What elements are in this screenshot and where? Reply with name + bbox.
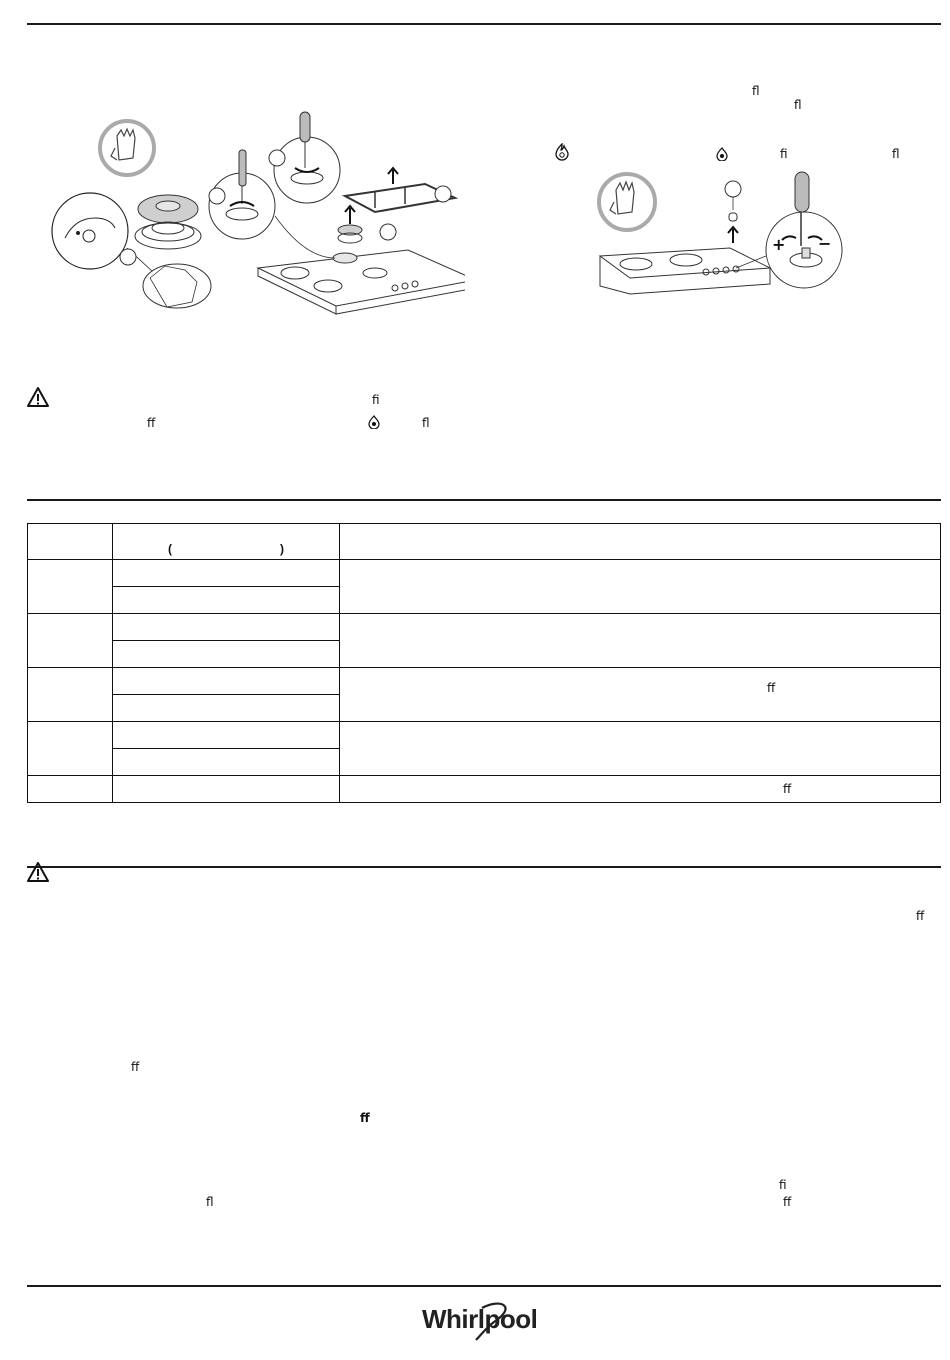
- table-cell: [28, 722, 113, 776]
- table-cell: [28, 668, 113, 722]
- gas-table: [27, 523, 941, 803]
- header-paren-open: (: [168, 542, 172, 556]
- table-row: [28, 722, 941, 749]
- plus-symbol: +: [772, 235, 786, 254]
- section-rule-2: [27, 499, 941, 501]
- fl-ligature-w4: ﬂ: [206, 1195, 214, 1209]
- small-flame-icon: [368, 415, 380, 429]
- table-cell: [113, 776, 340, 803]
- table-cell: [340, 722, 941, 776]
- table-cell: [340, 668, 941, 722]
- whirlpool-logo: [420, 1300, 550, 1342]
- header-cell-3: [340, 524, 941, 560]
- table-cell: [113, 641, 340, 668]
- table-row: [28, 776, 941, 803]
- header-cell-1: [28, 524, 113, 560]
- ff-ligature-t1: ﬀ: [767, 681, 776, 695]
- fi-ligature-w1: ﬁ: [372, 393, 380, 407]
- table-cell: [28, 614, 113, 668]
- fl-ligature-r3: ﬂ: [892, 147, 900, 161]
- table-header-row: [28, 524, 941, 560]
- header-cell-2: [113, 524, 340, 560]
- minus-symbol: −: [818, 234, 832, 253]
- fi-ligature-r3: ﬁ: [780, 147, 788, 161]
- table-cell: [113, 722, 340, 749]
- table-cell: [28, 776, 113, 803]
- footer-rule: [27, 1285, 941, 1287]
- logo-text: Whirlpool: [422, 1304, 538, 1334]
- table-row: [28, 614, 941, 641]
- fi-ligature-w4: ﬁ: [779, 1178, 787, 1192]
- top-rule: [27, 23, 941, 25]
- table-cell: [340, 776, 941, 803]
- table-cell: [340, 614, 941, 668]
- ff-ligature-t2: ﬀ: [783, 782, 792, 796]
- fl-ligature-r2: ﬂ: [794, 98, 802, 112]
- table-row: [28, 668, 941, 695]
- warning-triangle-icon: [26, 386, 50, 408]
- table-cell: [28, 560, 113, 614]
- section-rule-3: [27, 866, 941, 868]
- ff-ligature-w1: ﬀ: [147, 416, 156, 430]
- ff-ligature-bold: ﬀ: [360, 1111, 370, 1125]
- adjustment-illustration: [596, 168, 846, 298]
- fl-ligature-w1: ﬂ: [422, 416, 430, 430]
- burner-disassembly-illustration: [45, 108, 465, 318]
- ff-ligature-w4: ﬀ: [783, 1195, 792, 1209]
- gloves-icon: [100, 121, 154, 175]
- ff-ligature-w2: ﬀ: [916, 909, 925, 923]
- table-cell: [113, 587, 340, 614]
- flame-icon: [554, 143, 570, 161]
- table-cell: [113, 614, 340, 641]
- header-paren-close: ): [280, 542, 284, 556]
- gloves-icon: [599, 174, 655, 230]
- fl-ligature-r1: ﬂ: [752, 84, 760, 98]
- table-cell: [113, 695, 340, 722]
- table-cell: [113, 749, 340, 776]
- table-row: [28, 560, 941, 587]
- table-cell: [113, 668, 340, 695]
- table-cell: [340, 560, 941, 614]
- table-cell: [113, 560, 340, 587]
- small-flame-icon: [716, 147, 728, 161]
- warning-triangle-icon: [26, 861, 50, 883]
- ff-ligature-w3: ﬀ: [131, 1060, 140, 1074]
